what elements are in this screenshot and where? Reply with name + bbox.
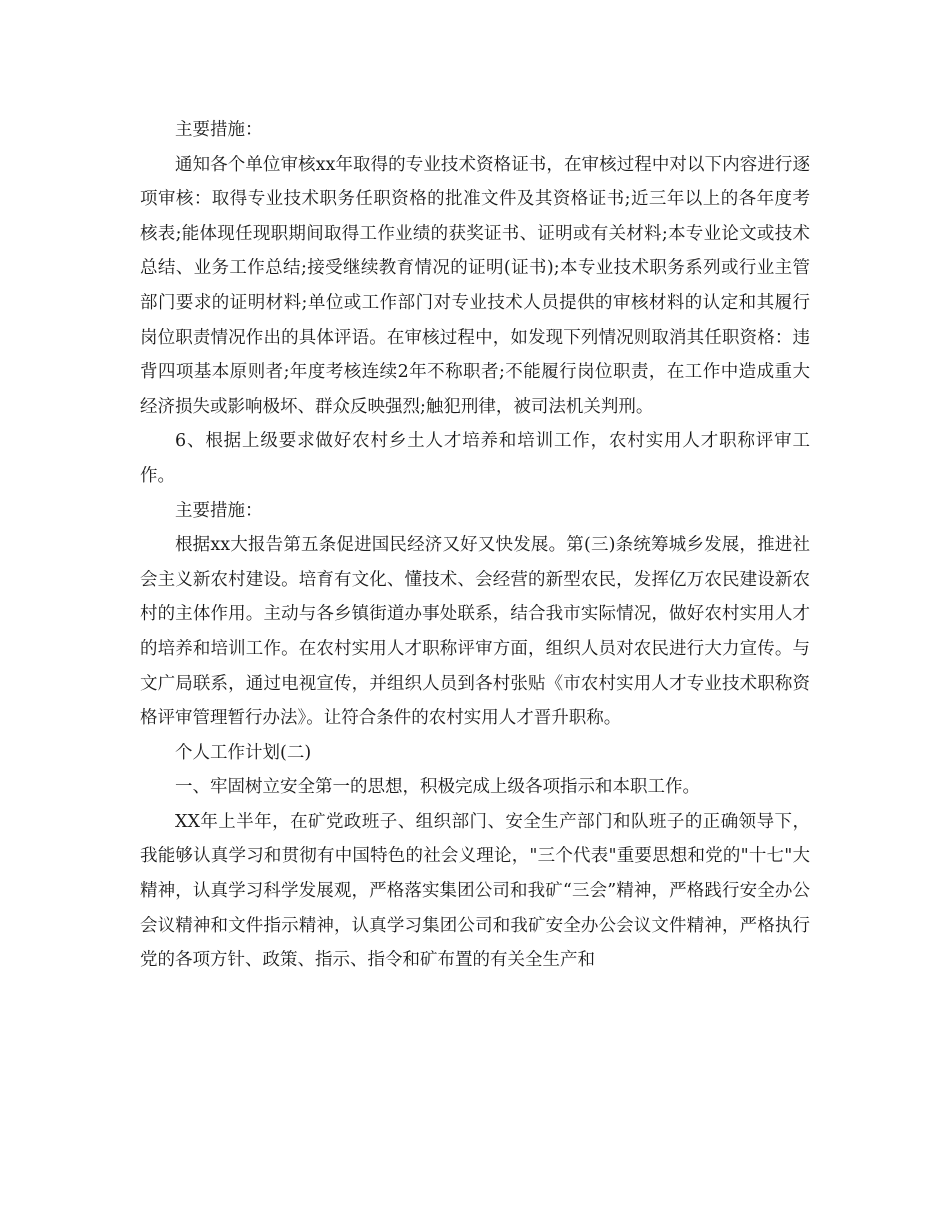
paragraph-safety-first: 一、牢固树立安全第一的思想，积极完成上级各项指示和本职工作。 xyxy=(175,777,700,798)
paragraph-certificate-review: 通知各个单位审核xx年取得的专业技术资格证书，在审核过程中对以下内容进行逐项审核：取得专业技术职务任职资格的批准文件及其资格证书;近三年以上的各年度考核表;能体现任现职期间取得工作业绩的获奖证书、证明或有关材料;本专业论文或技术总结、业务工作总结;接受继续教育情况的证明(证书);本专业技术职务系列或行业主管部门要求的证明材料;单位或工作部门对专业技术人员提供的审核材料的认定和其履行岗位职责情况作出的具体评语。在审核过程中，如发现下列情况则取消其任职资格：违背四项基本原则者;年度考核连续2年不称职者;不能履行岗位职责，在工作中造成重大经济损失或影响极坏、群众反映强烈;触犯刑律，被司法机关判刑。 xyxy=(140,154,810,417)
document-body xyxy=(140,113,810,978)
paragraph-item-6-rural-talent: 6、根据上级要求做好农村乡土人才培养和培训工作，农村实用人才职称评审工作。 xyxy=(140,431,810,486)
paragraph-main-measures-2: 主要措施： xyxy=(175,500,263,521)
paragraph-main-measures-1: 主要措施： xyxy=(175,120,263,140)
section-heading-work-plan-2: 个人工作计划(二) xyxy=(175,742,312,763)
paragraph-first-half-year: XX年上半年，在矿党政班子、组织部门、安全生产部门和队班子的正确领导下，我能够认真学习和贯彻有中国特色的社会义理论，"三个代表"重要思想和党的"十七"大精神，认真学习科学发展观，严格落实集团公司和我矿“三会”精神，严格践行安全办公会议精神和文件指示精神，认真学习集团公司和我矿安全办公会议文件精神，严格执行党的各项方针、政策、指示、指令和矿布置的有关全生产和 xyxy=(140,811,810,971)
paragraph-rural-development: 根据xx大报告第五条促进国民经济又好又快发展。第(三)条统筹城乡发展，推进社会主义新农村建设。培育有文化、懂技术、会经营的新型农民，发挥亿万农民建设新农村的主体作用。主动与各乡镇街道办事处联系，结合我市实际情况，做好农村实用人才的培养和培训工作。在农村实用人才职称评审方面，组织人员对农民进行大力宣传。与文广局联系，通过电视宣传，并组织人员到各村张贴《市农村实用人才专业技术职称资格评审管理暂行办法》。让符合条件的农村实用人才晋升职称。 xyxy=(140,535,810,729)
